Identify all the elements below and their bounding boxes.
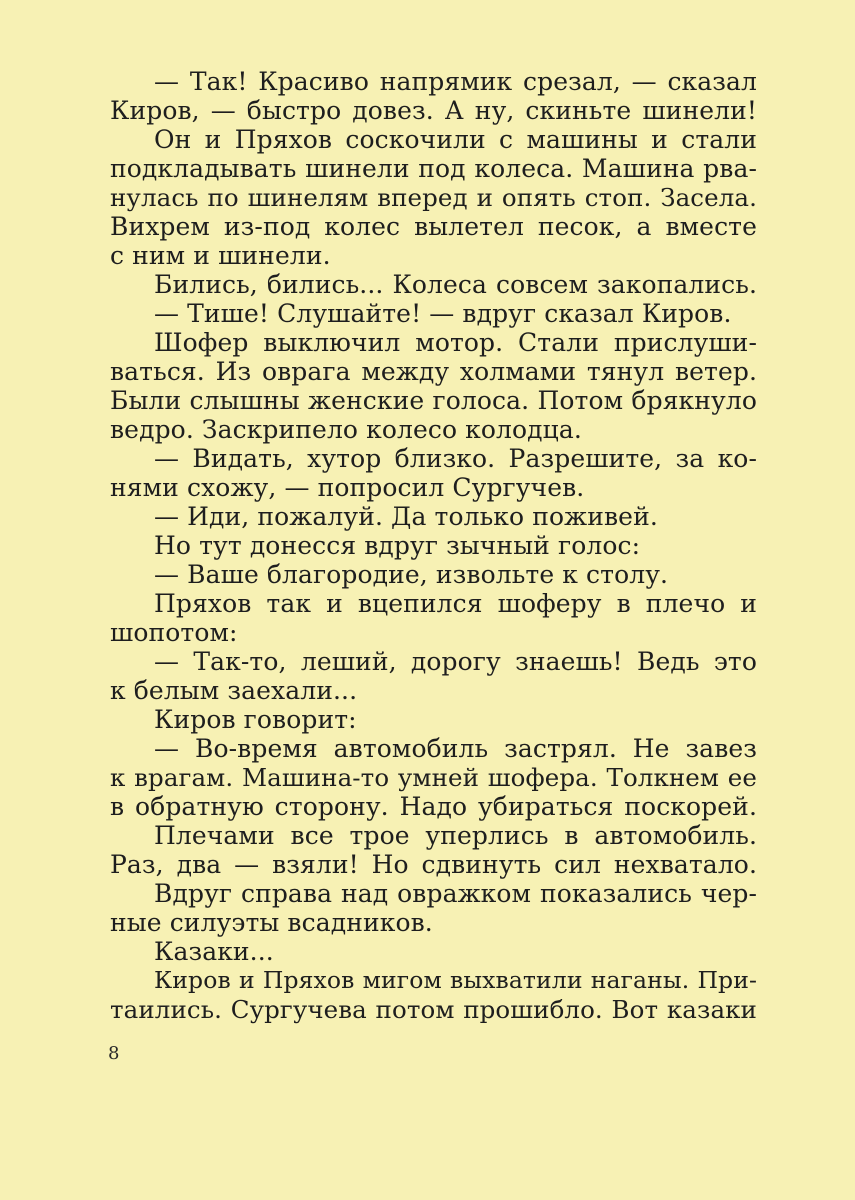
text-line: — Ваше благородие, извольте к столу. — [154, 560, 669, 589]
text-line: Бились, бились... Колеса совсем закопались. — [154, 270, 757, 299]
text-line: с ним и шинели. — [110, 241, 331, 270]
text-line: Вихрем из-под колес вылетел песок, а вместе — [110, 212, 757, 241]
text-line: Киров говорит: — [154, 705, 357, 734]
text-line: таились. Сургучева потом прошибло. Вот казаки — [110, 995, 757, 1024]
text-line: ные силуэты всадников. — [110, 908, 433, 937]
text-line: ведро. Заскрипело колесо колодца. — [110, 415, 582, 444]
text-line: Раз, два — взяли! Но сдвинуть сил нехватало. — [110, 850, 757, 879]
text-line: Киров, — быстро довез. А ну, скиньте шинели! — [110, 96, 757, 125]
text-line: подкладывать шинели под колеса. Машина рва- — [110, 154, 757, 183]
text-line: Были слышны женские голоса. Потом брякнуло — [110, 386, 757, 415]
text-line: шопотом: — [110, 618, 238, 647]
text-line: Но тут донесся вдруг зычный голос: — [154, 531, 641, 560]
text-line: к белым заехали... — [110, 676, 358, 705]
text-line: нями схожу, — попросил Сургучев. — [110, 473, 585, 502]
text-line: Шофер выключил мотор. Стали прислуши- — [154, 328, 757, 357]
text-line: в обратную сторону. Надо убираться поскорей. — [110, 792, 757, 821]
page-text — [110, 67, 757, 1024]
text-line: — Иди, пожалуй. Да только поживей. — [154, 502, 658, 531]
text-line: Он и Пряхов соскочили с машины и стали — [154, 125, 757, 154]
text-line: к врагам. Машина-то умней шофера. Толкнем ее — [110, 763, 757, 792]
text-line: Плечами все трое уперлись в автомобиль. — [154, 821, 757, 850]
text-line: Казаки... — [154, 937, 274, 966]
text-line: Киров и Пряхов мигом выхватили наганы. При- — [154, 966, 757, 994]
text-line: — Так-то, леший, дорогу знаешь! Ведь это — [154, 647, 757, 676]
text-line: — Во-время автомобиль застрял. Не завез — [154, 734, 757, 763]
text-line: ваться. Из оврага между холмами тянул ветер. — [110, 357, 757, 386]
page-number: 8 — [108, 1043, 120, 1064]
text-line: Вдруг справа над овражком показались чер- — [154, 879, 757, 908]
text-line: нулась по шинелям вперед и опять стоп. Засела. — [110, 183, 757, 212]
text-line: Пряхов так и вцепился шоферу в плечо и — [154, 589, 757, 618]
text-line: — Тише! Слушайте! — вдруг сказал Киров. — [154, 299, 732, 328]
text-line: — Так! Красиво напрямик срезал, — сказал — [154, 67, 757, 96]
text-line: — Видать, хутор близко. Разрешите, за ко- — [154, 444, 757, 473]
